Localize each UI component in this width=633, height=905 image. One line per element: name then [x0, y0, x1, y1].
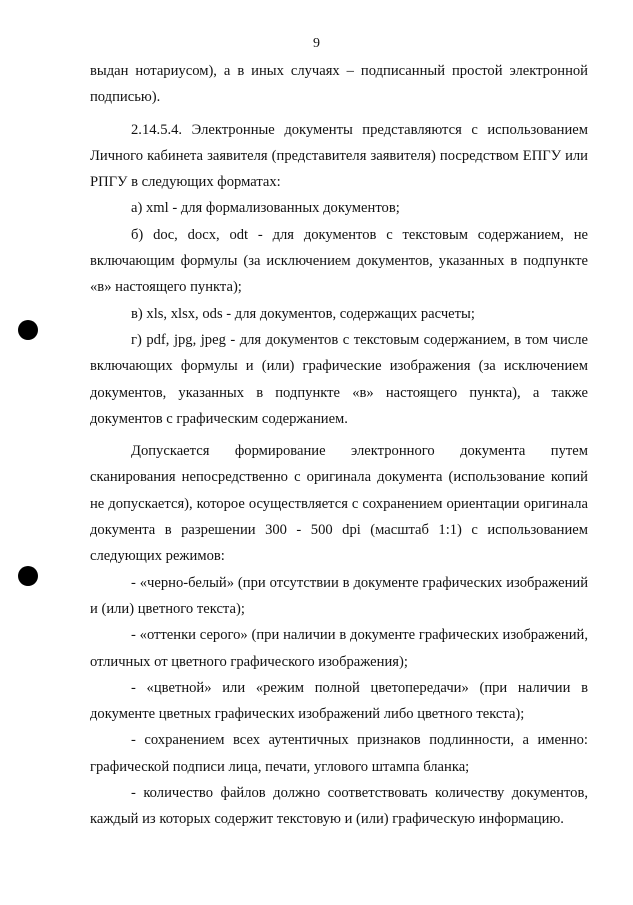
paragraph: 2.14.5.4. Электронные документы представляются с использованием Личного кабинета заявителя (представителя заявителя) посредством ЕПГУ или РПГУ в следующих форматах: [90, 121, 588, 191]
punch-hole [18, 566, 38, 586]
document-body [90, 58, 588, 833]
paragraph: - сохранением всех аутентичных признаков подлинности, а именно: графической подписи лица, печати, углового штампа бланка; [90, 732, 588, 775]
paragraph: - «цветной» или «режим полной цветопередачи» (при наличии в документе цветных графических изображений либо цветного текста); [90, 679, 588, 723]
paragraph: а) xml - для формализованных документов; [131, 200, 400, 217]
page-number: 9 [313, 36, 320, 51]
paragraph: - количество файлов должно соответствовать количеству документов, каждый из которых содержит текстовую и (или) графическую информацию. [90, 785, 588, 828]
punch-hole [18, 320, 38, 340]
paragraph: Допускается формирование электронного документа путем сканирования непосредственно с оригинала документа (использование копий не допускается), которое осуществляется с сохранением ориентации оригинала документа в разрешении 300 - 500 dpi (масштаб 1:1) с использованием следующих режимов: [90, 443, 588, 565]
paragraph: - «оттенки серого» (при наличии в документе графических изображений, отличных от цветного графического изображения); [90, 627, 588, 670]
paragraph: выдан нотариусом), а в иных случаях – подписанный простой электронной подписью). [90, 63, 588, 106]
paragraph: в) xls, xlsx, ods - для документов, содержащих расчеты; [131, 305, 475, 322]
paragraph: б) doc, docx, odt - для документов с текстовым содержанием, не включающим формулы (за исключением документов, указанных в подпункте «в» настоящего пункта); [90, 226, 588, 296]
paragraph: - «черно-белый» (при отсутствии в документе графических изображений и (или) цветного текста); [90, 574, 588, 617]
paragraph: г) pdf, jpg, jpeg - для документов с текстовым содержанием, в том числе включающих формулы и (или) графические изображения (за исключением документов, указанных в подпункте «в» настоящего пункта), а также документов с графическим содержанием. [90, 331, 588, 427]
